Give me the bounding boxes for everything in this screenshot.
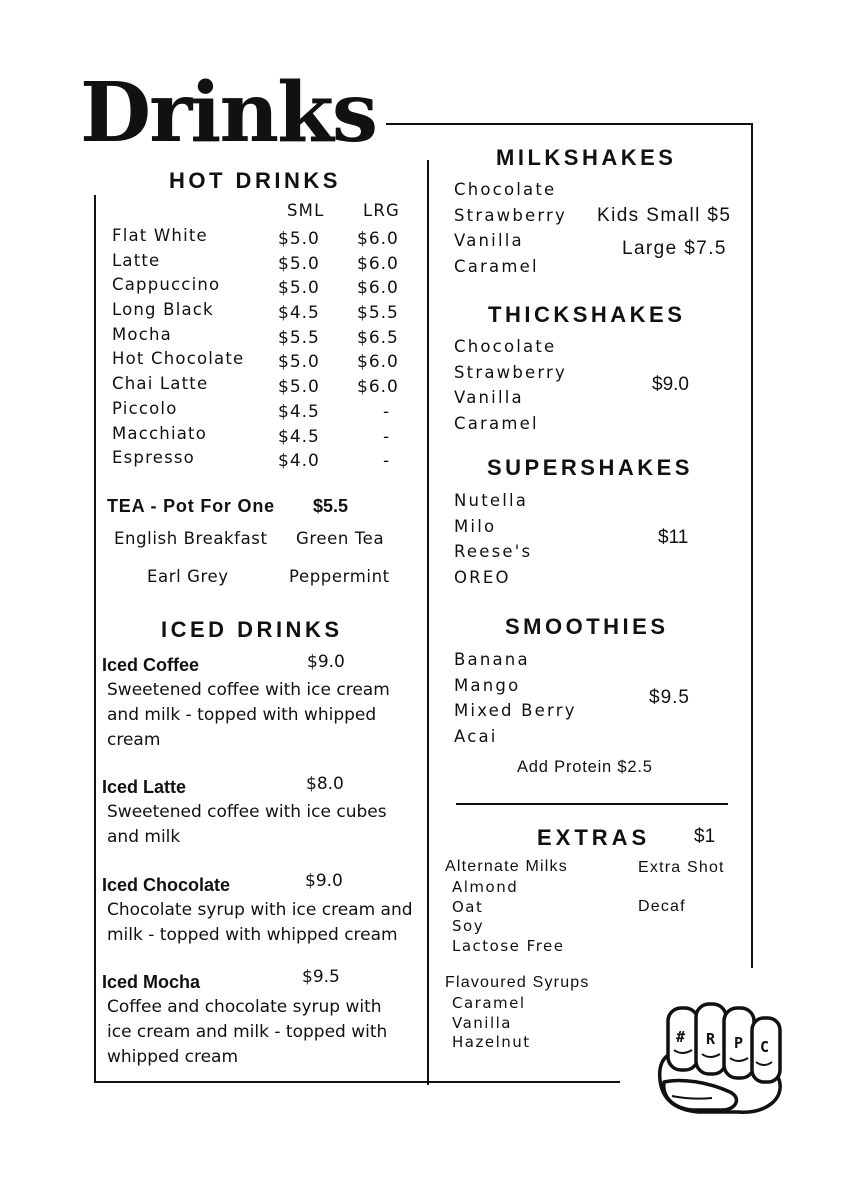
list-item: OREO [454, 567, 511, 587]
list-item: Chai Latte [112, 374, 209, 394]
logo-letter: R [706, 1030, 716, 1048]
list-item: Vanilla [454, 231, 524, 250]
alt-milks-heading: Alternate Milks [445, 858, 568, 875]
price-lrg: $6.0 [357, 352, 399, 373]
frame-top-line [386, 123, 753, 125]
milkshakes-large-price: Large $7.5 [622, 238, 727, 259]
smoothies-list [454, 650, 577, 752]
iced-item-desc: Sweetened coffee with ice cream and milk - topped with whipped cream [107, 680, 390, 750]
iced-item-desc: Sweetened coffee with ice cubes and milk [107, 802, 387, 847]
list-item: Caramel [454, 256, 539, 276]
milkshakes-list [454, 180, 567, 282]
list-item: Milo [454, 516, 497, 536]
price-sml: $5.0 [278, 253, 320, 274]
list-item: Vanilla [452, 1013, 512, 1032]
list-item: Strawberry [454, 362, 567, 382]
list-item: Vanilla [454, 388, 524, 407]
milkshakes-heading: MILKSHAKES [496, 145, 677, 170]
price-sml: $4.5 [278, 303, 320, 324]
list-item: Mixed Berry [454, 701, 577, 720]
price-sml: $4.5 [278, 426, 320, 447]
list-item: Strawberry [454, 205, 567, 225]
list-item: Mango [454, 675, 521, 695]
frame-bottom-line [94, 1081, 620, 1083]
list-item: Mocha [112, 324, 172, 344]
list-item: Chocolate [454, 180, 557, 199]
list-item: Latte [112, 250, 161, 270]
list-item: Long Black [112, 300, 214, 320]
list-item: Reese's [454, 542, 533, 561]
price-lrg: - [383, 451, 391, 472]
price-sml: $5.5 [278, 327, 320, 348]
fist-logo-svg [652, 992, 792, 1122]
logo-letter: P [734, 1034, 744, 1052]
price-lrg: - [383, 401, 391, 422]
price-sml: $5.0 [278, 229, 320, 249]
iced-item-price: $8.0 [306, 774, 344, 794]
iced-item-name: Iced Latte [102, 777, 187, 797]
list-item: Acai [454, 726, 498, 746]
iced-item-price: $9.0 [307, 652, 345, 672]
extra-shot-label: Extra Shot [638, 859, 725, 876]
iced-drinks-heading: ICED DRINKS [161, 617, 343, 642]
tea-price: $5.5 [313, 496, 349, 516]
col-lrg-header: LRG [363, 201, 401, 220]
list-item: Banana [454, 650, 530, 669]
price-lrg: $6.0 [357, 377, 399, 398]
logo-letter: C [760, 1038, 770, 1056]
price-sml: $4.5 [278, 401, 320, 422]
list-item: Flat White [112, 226, 208, 245]
thickshakes-heading: THICKSHAKES [488, 302, 686, 327]
price-lrg: $6.0 [357, 229, 399, 249]
list-item: Nutella [454, 491, 529, 510]
iced-item-price: $9.5 [302, 967, 340, 987]
iced-item-name: Iced Mocha [102, 972, 201, 992]
logo-letter: # [676, 1028, 686, 1046]
list-item: Almond [452, 878, 519, 896]
extras-divider-line [456, 803, 728, 805]
list-item: Macchiato [112, 423, 208, 443]
iced-item-name: Iced Coffee [102, 655, 200, 675]
frame-left-line [94, 195, 96, 1083]
list-item: Cappuccino [112, 275, 221, 295]
smoothies-price: $9.5 [649, 687, 690, 708]
list-item: Hazelnut [452, 1033, 531, 1051]
syrups-list [452, 994, 531, 1053]
list-item: Espresso [112, 448, 195, 468]
supershakes-list [454, 491, 532, 593]
page-title: Drinks [80, 65, 377, 161]
smoothies-heading: SMOOTHIES [505, 614, 669, 639]
iced-item-price: $9.0 [305, 871, 343, 891]
supershakes-heading: SUPERSHAKES [487, 455, 693, 480]
col-sml-header: SML [287, 201, 325, 220]
tea-earl-grey: Earl Grey [147, 567, 229, 586]
price-sml: $4.0 [278, 451, 320, 472]
list-item: Caramel [452, 994, 526, 1012]
tea-english-breakfast: English Breakfast [114, 529, 268, 548]
price-lrg: $6.5 [357, 327, 399, 348]
tea-peppermint: Peppermint [289, 567, 390, 586]
milkshakes-kids-price: Kids Small $5 [597, 205, 732, 226]
iced-item-desc: Coffee and chocolate syrup with ice cream and milk - topped with whipped cream [107, 997, 388, 1067]
thickshakes-price: $9.0 [652, 374, 689, 395]
thickshakes-list [454, 337, 567, 439]
extras-price: $1 [694, 826, 716, 847]
syrups-heading: Flavoured Syrups [445, 974, 590, 991]
supershakes-price: $11 [658, 527, 689, 548]
hot-drinks-heading: HOT DRINKS [169, 168, 341, 193]
list-item: Oat [452, 897, 484, 916]
hot-drinks-names [112, 226, 244, 473]
extras-heading: EXTRAS [537, 825, 651, 850]
list-item: Lactose Free [452, 936, 565, 955]
hot-drinks-sml-prices [278, 229, 320, 476]
price-lrg: - [383, 426, 391, 447]
list-item: Piccolo [112, 398, 178, 418]
price-sml: $5.0 [278, 278, 320, 299]
decaf-label: Decaf [638, 898, 686, 915]
price-lrg: $6.0 [357, 278, 399, 299]
list-item: Chocolate [454, 337, 557, 356]
smoothies-protein: Add Protein $2.5 [517, 758, 653, 776]
tea-green-tea: Green Tea [296, 529, 385, 548]
fist-logo-icon [652, 992, 792, 1122]
price-sml: $5.0 [278, 377, 320, 398]
iced-item-name: Iced Chocolate [102, 875, 231, 895]
list-item: Hot Chocolate [112, 349, 245, 369]
price-lrg: $6.0 [357, 253, 399, 274]
frame-right-line [751, 123, 753, 968]
alt-milks-list [452, 878, 565, 956]
hot-drinks-lrg-prices [357, 229, 399, 476]
price-lrg: $5.5 [357, 303, 399, 324]
frame-center-divider [427, 160, 429, 1085]
tea-heading: TEA - Pot For One [107, 496, 275, 516]
iced-item-desc: Chocolate syrup with ice cream and milk - topped with whipped cream [107, 900, 413, 945]
list-item: Caramel [454, 413, 539, 433]
list-item: Soy [452, 917, 485, 935]
price-sml: $5.0 [278, 352, 320, 373]
